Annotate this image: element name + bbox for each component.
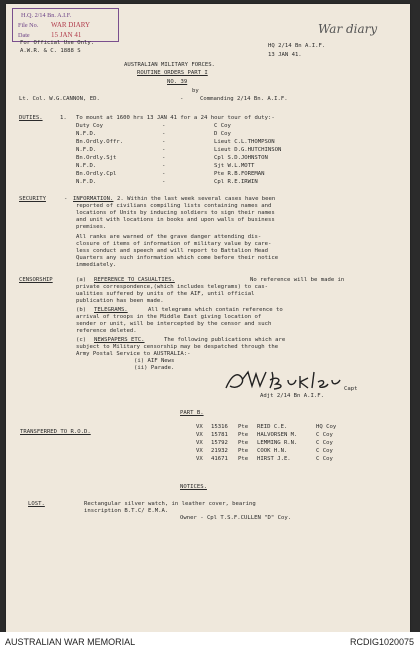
service-prefix: VX [196,432,203,438]
censorship-b-heading: TELEGRAMS. [94,307,128,313]
censorship-b-line: All telegrams which contain reference to [148,307,283,313]
duty-dash: - [162,163,166,169]
censorship-b-line: reference deleted. [76,328,137,334]
security-line: Quarters any such information which come before their notice [76,255,279,261]
security-heading: SECURITY [19,196,46,202]
service-prefix: VX [196,456,203,462]
stamp-date-value: 15 JAN 41 [51,31,82,39]
duty-dash: - [162,147,166,153]
service-number: 41671 [211,456,228,462]
duty-role: N.F.D. [76,131,97,137]
security-line: locations of Units by inducing soldiers to sign their names [76,210,275,216]
notices-heading: NOTICES. [180,484,207,490]
soldier-rank: Pte [238,456,249,462]
officer-dash: - [180,96,184,102]
soldier-rank: Pte [238,440,249,446]
war-diary-stamp [12,8,119,42]
soldier-company: HQ Coy [316,424,337,430]
soldier-rank: Pte [238,432,249,438]
duty-dash: - [162,179,166,185]
soldier-name: COOK H.N. [257,448,288,454]
censorship-b-label: (b) [76,307,87,313]
duty-name: Lieut D.G.HUTCHINSON [214,147,282,153]
security-line: reported of civilians compiling lists containing names and [76,203,272,209]
service-prefix: VX [196,448,203,454]
security-line: closure of items of information of military value by care- [76,241,272,247]
duties-intro: To mount at 1600 hrs 13 JAN 41 for a 24 hour tour of duty:- [76,115,275,121]
censorship-b-line: sender or unit, will be intercepted by the censor and such [76,321,272,327]
classification: For Official Use Only. [20,40,95,46]
security-line: 2. Within the last week several cases have been [117,196,276,202]
duty-name: C Coy [214,123,231,129]
censorship-a-line: No reference will be made in [250,277,345,283]
order-number: NO. 39 [167,79,188,85]
censorship-b-line: arrival of troops in the Middle East giving location of [76,314,262,320]
soldier-company: C Coy [316,456,333,462]
stamp-unit: H.Q. 2/14 Bn. A.I.F. [21,12,72,19]
stamp-file-value: WAR DIARY [51,21,91,29]
document-title: AUSTRALIAN MILITARY FORCES. [124,62,215,68]
duty-name: Cpl S.D.JOHNSTON [214,155,268,161]
by-line: by [192,88,199,94]
publication-item: (ii) Parade. [134,365,175,371]
duty-name: Sjt W.L.MOTT [214,163,255,169]
duty-role: Bn.Ordly.Offr. [76,139,124,145]
duty-name: Cpl R.E.IRWIN [214,179,258,185]
duty-dash: - [162,171,166,177]
signatory-appointment: Adjt 2/14 Bn A.I.F. [260,393,324,399]
signatory-rank: Capt [344,386,358,392]
order-date: 13 JAN 41. [268,52,302,58]
soldier-company: C Coy [316,440,333,446]
form-reference: A.W.R. & C. 1888 S [20,48,81,54]
service-prefix: VX [196,440,203,446]
security-line: premises. [76,224,107,230]
security-line: and unit with locations in books and upon walls of business [76,217,275,223]
soldier-company: C Coy [316,448,333,454]
footer-institution: AUSTRALIAN WAR MEMORIAL [5,637,136,647]
soldier-rank: Pte [238,424,249,430]
soldier-company: C Coy [316,432,333,438]
notice-owner: Owner - Cpl T.S.F.CULLEN "D" Coy. [180,515,292,521]
security-line: less conduct and speech and will report to Battalion Head [76,248,268,254]
duty-role: Duty Coy [76,123,103,129]
security-dash: - [64,196,68,202]
duty-name: Pte R.B.FOREMAN [214,171,265,177]
duty-role: N.F.D. [76,179,97,185]
soldier-name: HIRST J.E. [257,456,291,462]
duty-dash: - [162,123,166,129]
duties-number: 1. [60,115,67,121]
duty-role: N.F.D. [76,147,97,153]
stamp-date-label: Date [18,32,30,39]
duty-role: Bn.Ordly.Cpl [76,171,117,177]
signature [222,368,362,394]
duty-role: N.F.D. [76,163,97,169]
censorship-c-heading: NEWSPAPERS ETC. [94,337,145,343]
censorship-a-heading: REFERENCE TO CASUALTIES. [94,277,175,283]
notice-line: Rectangular silver watch, in leather cover, bearing [84,501,256,507]
censorship-a-label: (a) [76,277,87,283]
soldier-name: HALVORSEN M. [257,432,298,438]
service-number: 21932 [211,448,228,454]
censorship-a-line: ualities suffered by units of the AIF, until official [76,291,255,297]
hq-reference: HQ 2/14 Bn A.I.F. [268,43,326,49]
security-subheading: INFORMATION. [73,196,114,202]
part-b-heading: PART B. [180,410,204,416]
stamp-file-label: File No. [18,22,39,29]
duty-name: D Coy [214,131,231,137]
duty-name: Lieut C.L.THOMPSON [214,139,275,145]
publication-item: (i) AIF News [134,358,175,364]
duty-dash: - [162,131,166,137]
duties-heading: DUTIES. [19,115,43,121]
service-number: 15781 [211,432,228,438]
service-number: 15792 [211,440,228,446]
notice-line: inscription B.T.C/ E.M.A. [84,508,169,514]
censorship-heading: CENSORSHIP [19,277,53,283]
duty-dash: - [162,139,166,145]
security-line: All ranks are warned of the grave danger attending dis- [76,234,262,240]
duty-dash: - [162,155,166,161]
censorship-c-line: The following publications which are [164,337,286,343]
censorship-a-line: private correspondence,(which includes telegrams) to cas- [76,284,268,290]
censorship-c-line: subject to Military censorship may be despatched through the [76,344,279,350]
pencil-note: War diary [318,22,378,36]
censorship-c-label: (c) [76,337,87,343]
soldier-rank: Pte [238,448,249,454]
document-subtitle: ROUTINE ORDERS PART I [137,70,208,76]
censorship-a-line: publication has been made. [76,298,164,304]
footer-record-id: RCDIG1020075 [349,637,414,647]
duty-role: Bn.Ordly.Sjt [76,155,117,161]
censorship-c-line: Army Postal Service to AUSTRALIA:- [76,351,191,357]
command-title: Commanding 2/14 Bn. A.I.F. [200,96,288,102]
transferred-heading: TRANSFERRED TO R.O.D. [20,429,91,435]
service-number: 15316 [211,424,228,430]
service-prefix: VX [196,424,203,430]
commanding-officer: Lt. Col. W.G.CANNON, ED. [19,96,100,102]
lost-heading: LOST. [28,501,45,507]
soldier-name: LEMMING R.N. [257,440,298,446]
security-line: immediately. [76,262,117,268]
archive-footer [0,632,420,653]
soldier-name: REID C.E. [257,424,288,430]
